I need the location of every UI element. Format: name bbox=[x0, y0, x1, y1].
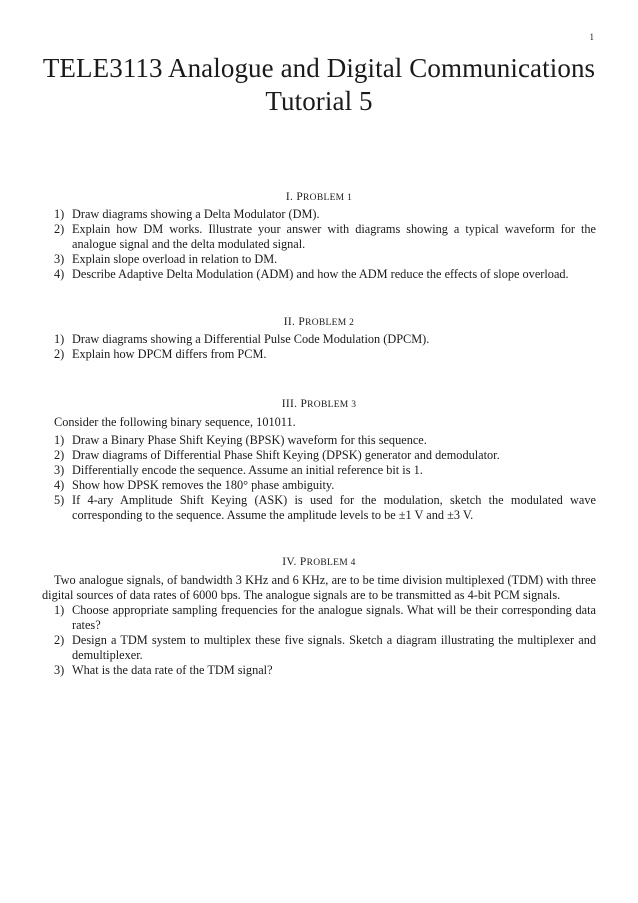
list-item: 2) Explain how DPCM differs from PCM. bbox=[54, 347, 267, 361]
problem-4-list bbox=[54, 603, 596, 678]
list-item: 1) Draw diagrams showing a Differential Pulse Code Modulation (DPCM). bbox=[54, 332, 430, 346]
list-item: 2) Draw diagrams of Differential Phase Shift Keying (DPSK) generator and demodulator. bbox=[54, 448, 500, 462]
list-item: 5) If 4-ary Amplitude Shift Keying (ASK) is used for the modulation, sketch the modulated wave corresponding to the sequence. Assume the amplitude levels to be ±1 V and ±3 V. bbox=[54, 493, 596, 522]
list-item: 3) Differentially encode the sequence. Assume an initial reference bit is 1. bbox=[54, 463, 423, 477]
title-line-2: Tutorial 5 bbox=[265, 86, 373, 116]
section-heading-problem-4: IV. PROBLEM 4 bbox=[282, 556, 356, 568]
section-heading-problem-3: III. PROBLEM 3 bbox=[281, 398, 357, 410]
document-title bbox=[0, 52, 638, 118]
list-item: 3) What is the data rate of the TDM signal? bbox=[54, 663, 273, 677]
list-item: 1) Draw a Binary Phase Shift Keying (BPSK) waveform for this sequence. bbox=[54, 433, 427, 447]
problem-2-list bbox=[54, 332, 596, 362]
list-item: 1) Draw diagrams showing a Delta Modulator (DM). bbox=[54, 207, 320, 221]
problem-3-list bbox=[54, 433, 596, 523]
problem-3-intro: Consider the following binary sequence, 101011. bbox=[54, 415, 296, 429]
list-item: 4) Describe Adaptive Delta Modulation (ADM) and how the ADM reduce the effects of slope overload. bbox=[54, 267, 569, 281]
title-line-1: TELE3113 Analogue and Digital Communications bbox=[42, 53, 596, 83]
page-number: 1 bbox=[589, 32, 594, 42]
list-item: 4) Show how DPSK removes the 180° phase ambiguity. bbox=[54, 478, 335, 492]
problem-1-list bbox=[54, 207, 596, 282]
list-item: 1) Choose appropriate sampling frequencies for the analogue signals. What will be their corresponding data rates? bbox=[54, 603, 596, 632]
list-item: 3) Explain slope overload in relation to DM. bbox=[54, 252, 278, 266]
section-heading-problem-2: II. PROBLEM 2 bbox=[283, 316, 355, 328]
list-item: 2) Design a TDM system to multiplex these five signals. Sketch a diagram illustrating the multiplexer and demultiplexer. bbox=[54, 633, 596, 662]
problem-4-intro: Two analogue signals, of bandwidth 3 KHz and 6 KHz, are to be time division multiplexed (TDM) with three digital sources of data rates of 6000 bps. The analogue signals are to be transmitted as 4-bit PCM signals. bbox=[42, 573, 596, 602]
section-heading-problem-1: I. PROBLEM 1 bbox=[285, 191, 353, 203]
list-item: 2) Explain how DM works. Illustrate your answer with diagrams showing a typical waveform for the analogue signal and the delta modulated signal. bbox=[54, 222, 596, 251]
